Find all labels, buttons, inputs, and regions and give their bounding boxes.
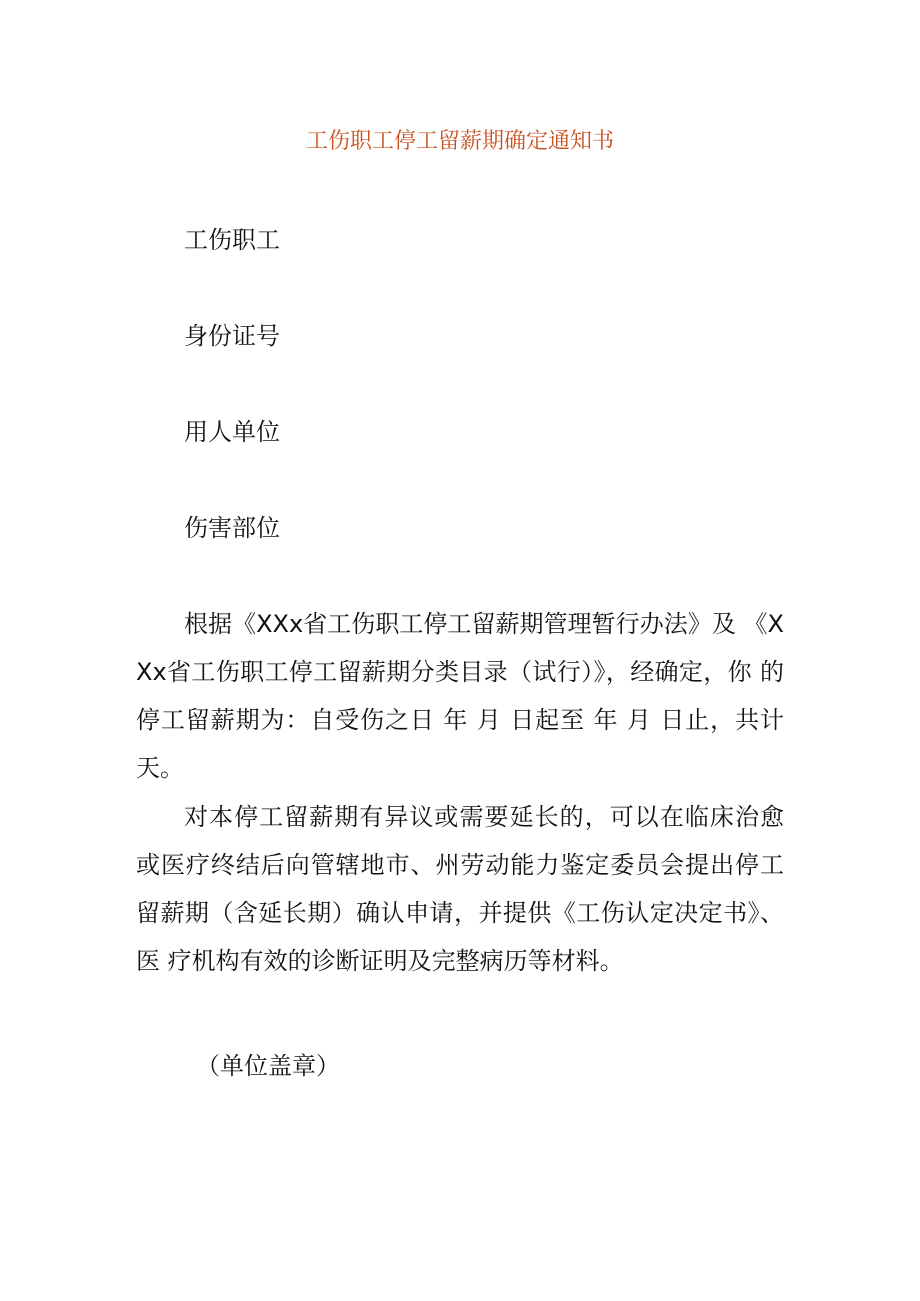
unit-seal-label: （单位盖章）	[196, 1052, 340, 1080]
field-id-number: 身份证号	[184, 322, 280, 350]
document-title: 工伤职工停工留薪期确定通知书	[305, 129, 614, 154]
field-injured-worker: 工伤职工	[184, 226, 280, 254]
paragraph-objection: 对本停工留薪期有异议或需要延长的，可以在临床治愈 或医疗终结后向管辖地市、州劳动能力鉴定委员会提出停工 留薪期（含延长期）确认申请，并提供《工伤认定决定书》、医 疗机构有效的诊断证明及完整病历等材料。	[136, 803, 808, 975]
field-injured-body-part: 伤害部位	[184, 514, 280, 542]
field-employer: 用人单位	[184, 418, 280, 446]
paragraph-determination: 根据《XXx省工伤职工停工留薪期管理暂行办法》及 《XXx省工伤职工停工留薪期分类目录（试行）》，经确定，你 的停工留薪期为：自受伤之日 年 月 日起至 年 月 日止，共计 天。	[136, 610, 784, 782]
